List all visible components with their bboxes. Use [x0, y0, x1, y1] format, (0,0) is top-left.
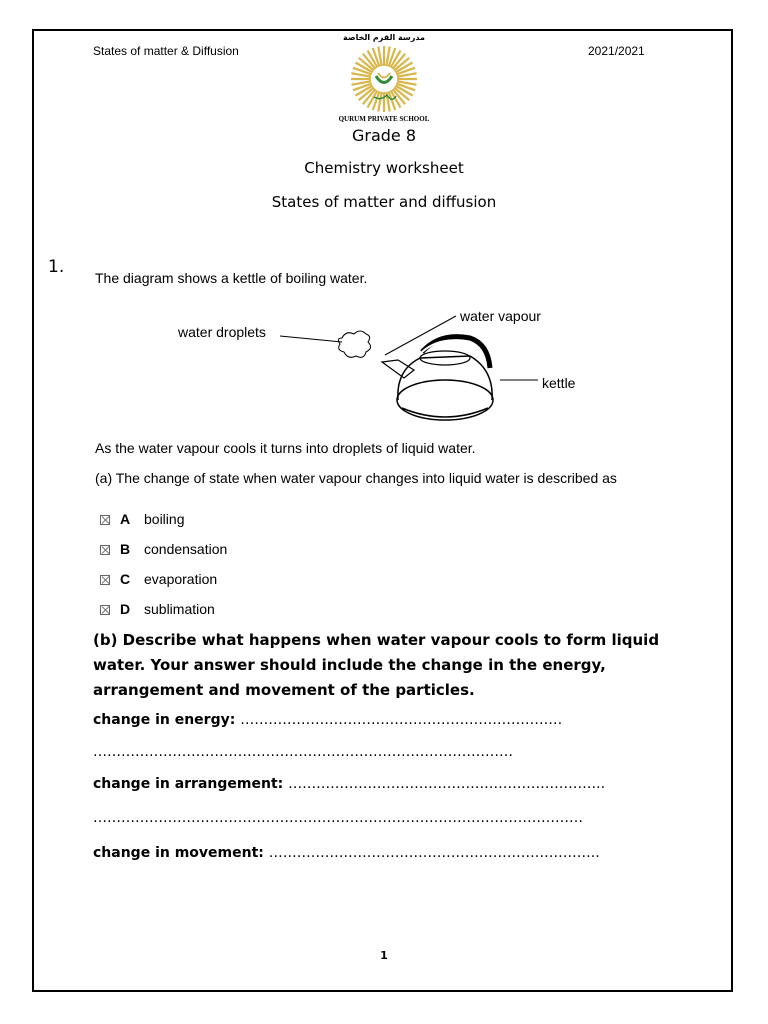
checkbox-icon[interactable]	[100, 575, 110, 585]
option-c[interactable]	[100, 571, 300, 591]
topic-title: States of matter and diffusion	[271, 193, 497, 211]
answer-arrangement[interactable]	[93, 776, 605, 792]
school-name-english: QURUM PRIVATE SCHOOL	[338, 115, 430, 123]
option-d[interactable]	[100, 601, 300, 621]
question-number: 1.	[48, 257, 65, 277]
option-text: boiling	[144, 511, 185, 527]
option-text: evaporation	[144, 571, 218, 587]
energy-label: change in energy:	[93, 712, 236, 728]
checkbox-icon[interactable]	[100, 515, 110, 525]
arrangement-label: change in arrangement:	[93, 776, 284, 792]
question-intro: The diagram shows a kettle of boiling water.	[95, 270, 368, 286]
header-left: States of matter & Diffusion	[93, 44, 239, 58]
option-letter: A	[120, 511, 131, 527]
answer-movement[interactable]	[93, 845, 600, 861]
school-name-arabic: مدرسة القرم الخاصة	[343, 33, 425, 42]
label-water-vapour: water vapour	[460, 308, 541, 324]
question-statement: As the water vapour cools it turns into droplets of liquid water.	[95, 440, 476, 456]
checkbox-icon[interactable]	[100, 545, 110, 555]
option-text: sublimation	[144, 601, 215, 617]
label-water-droplets: water droplets	[178, 324, 266, 340]
movement-label: change in movement:	[93, 845, 264, 861]
arrangement-answer-line-2[interactable]: ……………………………………………………………………………………………	[93, 810, 583, 826]
worksheet-title: Chemistry worksheet	[304, 159, 464, 177]
part-a-question: (a) The change of state when water vapour changes into liquid water is described as	[95, 470, 617, 486]
energy-answer-line[interactable]: ……………………………………………………………	[240, 712, 563, 728]
answer-energy[interactable]	[93, 712, 562, 728]
option-b[interactable]	[100, 541, 300, 561]
movement-answer-line[interactable]: ……………………………………………………………..	[268, 845, 600, 861]
option-letter: C	[120, 571, 131, 587]
label-kettle: kettle	[542, 375, 576, 391]
option-a[interactable]	[100, 511, 300, 531]
header-right: 2021/2021	[588, 44, 645, 58]
option-text: condensation	[144, 541, 228, 557]
grade-title: Grade 8	[351, 126, 417, 145]
kettle-illustration	[170, 300, 610, 435]
checkbox-icon[interactable]	[100, 605, 110, 615]
option-letter: B	[120, 541, 131, 557]
answer-energy-line-2[interactable]	[93, 744, 513, 760]
answer-arrangement-line-2[interactable]	[93, 810, 583, 826]
page-number: 1	[380, 949, 388, 962]
sun-emblem-icon	[346, 44, 422, 118]
kettle-diagram	[170, 300, 610, 435]
part-b-question: (b) Describe what happens when water vapour cools to form liquid water. Your answer should include the change in the energy, arrangement and movement of the particles.	[93, 631, 660, 699]
energy-answer-line-2[interactable]: ………………………………………………………………………………	[93, 744, 513, 760]
arrangement-answer-line[interactable]: …………………………………………………………..	[288, 776, 606, 792]
option-letter: D	[120, 601, 131, 617]
